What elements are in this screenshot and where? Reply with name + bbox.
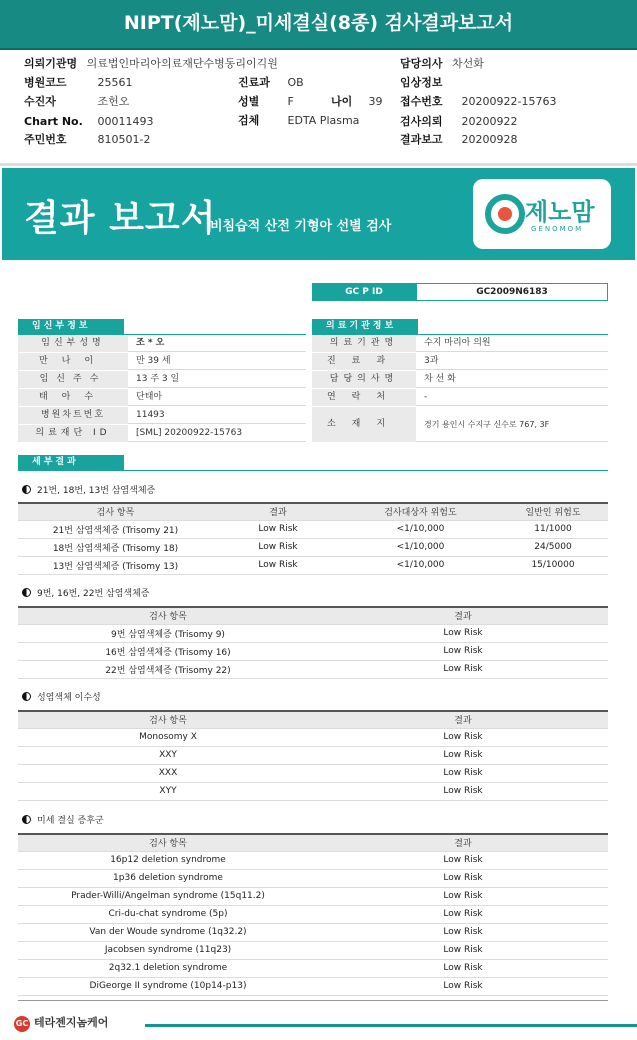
group3-heading bbox=[22, 690, 101, 703]
test-item: Monosomy X bbox=[18, 728, 318, 746]
table-row bbox=[18, 538, 608, 556]
banner-subtitle: 비침습적 산전 기형아 선별 검사 bbox=[210, 219, 392, 234]
pregnant-section-tag: 임신부정보 bbox=[18, 319, 124, 334]
institution-key: 연락처 bbox=[312, 389, 416, 406]
half-circle-icon bbox=[22, 588, 31, 597]
result: Low Risk bbox=[213, 520, 343, 538]
institution-row bbox=[312, 389, 608, 406]
meta-receipt bbox=[400, 93, 556, 111]
banner-separator bbox=[0, 163, 637, 166]
test-item: XXX bbox=[18, 764, 318, 782]
general-risk: 24/5000 bbox=[498, 538, 608, 556]
test-item: 16p12 deletion syndrome bbox=[18, 851, 318, 869]
institution-row bbox=[312, 371, 608, 388]
subject-risk: <1/10,000 bbox=[343, 556, 498, 574]
table-row bbox=[18, 887, 608, 905]
hospcode-label: 병원코드 bbox=[24, 76, 67, 89]
sex-label: 성별 bbox=[238, 95, 260, 108]
result: Low Risk bbox=[318, 977, 608, 995]
group4-table bbox=[18, 835, 608, 996]
idnum-label: 주민번호 bbox=[24, 133, 67, 146]
pregnant-key: 병원차트번호 bbox=[18, 407, 128, 424]
doctor-label: 담당의사 bbox=[400, 57, 443, 70]
pregnant-key: 임신부성명 bbox=[18, 335, 128, 352]
pregnant-row bbox=[18, 371, 306, 388]
result: Low Risk bbox=[318, 764, 608, 782]
specimen-label: 검체 bbox=[238, 114, 260, 127]
test-item: Jacobsen syndrome (11q23) bbox=[18, 941, 318, 959]
general-risk: 15/10000 bbox=[498, 556, 608, 574]
pregnant-value: [SML] 20200922-15763 bbox=[136, 428, 243, 438]
pregnant-value: 만 39 세 bbox=[136, 356, 171, 366]
col-header: 일반인 위험도 bbox=[498, 504, 608, 520]
col-header: 검사 항목 bbox=[18, 712, 318, 728]
group3-title: 성염색체 이수성 bbox=[37, 693, 101, 703]
result: Low Risk bbox=[318, 660, 608, 678]
half-circle-icon bbox=[22, 485, 31, 494]
meta-dept bbox=[238, 74, 304, 92]
logo-text: 제노맘 bbox=[525, 198, 595, 226]
group3-table bbox=[18, 712, 608, 801]
meta-clinical bbox=[400, 74, 443, 92]
meta-doctor bbox=[400, 55, 484, 73]
institution-key: 의료기관명 bbox=[312, 335, 416, 352]
receipt-label: 접수번호 bbox=[400, 95, 443, 108]
col-header: 결과 bbox=[318, 712, 608, 728]
result: Low Risk bbox=[318, 923, 608, 941]
detail-section-tag: 세부결과 bbox=[18, 455, 124, 470]
result: Low Risk bbox=[318, 728, 608, 746]
test-item: 1p36 deletion syndrome bbox=[18, 869, 318, 887]
req-value: 20200922 bbox=[461, 115, 518, 128]
result: Low Risk bbox=[318, 851, 608, 869]
result: Low Risk bbox=[318, 941, 608, 959]
table-row bbox=[18, 977, 608, 995]
table-header-row bbox=[18, 504, 608, 520]
test-item: DiGeorge II syndrome (10p14-p13) bbox=[18, 977, 318, 995]
half-circle-icon bbox=[22, 692, 31, 701]
col-header: 결과 bbox=[318, 608, 608, 624]
pregnant-key: 임신주수 bbox=[18, 371, 128, 388]
table-row bbox=[18, 624, 608, 642]
clinical-label: 임상정보 bbox=[400, 76, 443, 89]
specimen-value: EDTA Plasma bbox=[287, 114, 360, 127]
footer-company-logo bbox=[14, 1014, 108, 1032]
result: Low Risk bbox=[213, 538, 343, 556]
table-row bbox=[18, 941, 608, 959]
test-item: 18번 삼염색체증 (Trisomy 18) bbox=[18, 538, 213, 556]
dept-label: 진료과 bbox=[238, 76, 270, 89]
institution-value: - bbox=[424, 392, 428, 402]
table-row bbox=[18, 728, 608, 746]
recipient-label: 수진자 bbox=[24, 95, 56, 108]
age-value: 39 bbox=[368, 95, 383, 108]
chart-value: 00011493 bbox=[97, 115, 154, 128]
institution-key: 담당의사명 bbox=[312, 371, 416, 388]
hospcode-value: 25561 bbox=[97, 76, 133, 89]
institution-value: 차 선 화 bbox=[424, 374, 456, 384]
footer-company-name: 테라젠지놈케어 bbox=[34, 1016, 109, 1029]
idnum-value: 810501-2 bbox=[97, 133, 151, 146]
result: Low Risk bbox=[318, 905, 608, 923]
group4-heading bbox=[22, 813, 104, 826]
test-item: 21번 삼염색체증 (Trisomy 21) bbox=[18, 520, 213, 538]
report-label: 결과보고 bbox=[400, 133, 443, 146]
general-risk: 11/1000 bbox=[498, 520, 608, 538]
org-label: 의뢰기관명 bbox=[24, 57, 78, 70]
age-label: 나이 bbox=[331, 95, 353, 108]
institution-section-tag: 의료기관정보 bbox=[312, 319, 418, 334]
group2-table bbox=[18, 608, 608, 679]
pregnant-row bbox=[18, 335, 306, 352]
test-item: Prader-Willi/Angelman syndrome (15q11.2) bbox=[18, 887, 318, 905]
logo-subtext: GENOMOM bbox=[531, 225, 584, 233]
meta-chart bbox=[24, 113, 154, 131]
report-value: 20200928 bbox=[461, 133, 518, 146]
org-value: 의료법인마리아의료재단수병동리이긱원 bbox=[86, 57, 278, 70]
chart-label: Chart No. bbox=[24, 115, 83, 128]
pregnant-key: 태아수 bbox=[18, 389, 128, 406]
institution-value: 3과 bbox=[424, 356, 439, 366]
footer-line bbox=[145, 1024, 637, 1027]
pregnant-row bbox=[18, 389, 306, 406]
pregnant-value: 단태아 bbox=[136, 392, 163, 402]
recipient-value: 조헌오 bbox=[97, 95, 130, 108]
result: Low Risk bbox=[318, 782, 608, 800]
table-row bbox=[18, 764, 608, 782]
group2-heading bbox=[22, 586, 150, 599]
half-circle-icon bbox=[22, 815, 31, 824]
institution-key: 소재지 bbox=[312, 407, 416, 442]
title-underline bbox=[0, 48, 637, 50]
col-header: 검사대상자 위험도 bbox=[343, 504, 498, 520]
doctor-value: 차선화 bbox=[452, 57, 484, 70]
table-header-row bbox=[18, 835, 608, 851]
table-row bbox=[18, 851, 608, 869]
meta-req bbox=[400, 113, 518, 131]
receipt-value: 20200922-15763 bbox=[461, 95, 557, 108]
col-header: 검사 항목 bbox=[18, 504, 213, 520]
table-row bbox=[18, 746, 608, 764]
result: Low Risk bbox=[318, 887, 608, 905]
table-row bbox=[18, 959, 608, 977]
test-item: Cri-du-chat syndrome (5p) bbox=[18, 905, 318, 923]
result: Low Risk bbox=[318, 746, 608, 764]
group4-title: 미세 결실 증후군 bbox=[37, 816, 104, 826]
pregnant-value: 조 * 오 bbox=[136, 338, 165, 348]
col-header: 결과 bbox=[213, 504, 343, 520]
test-item: 22번 삼염색체증 (Trisomy 22) bbox=[18, 660, 318, 678]
pregnant-row bbox=[18, 353, 306, 370]
institution-value: 수지 마리아 의원 bbox=[424, 338, 491, 348]
table-header-row bbox=[18, 712, 608, 728]
meta-idnum bbox=[24, 131, 150, 149]
col-header: 검사 항목 bbox=[18, 835, 318, 851]
pregnant-value: 11493 bbox=[136, 410, 165, 420]
pregnant-row bbox=[18, 425, 306, 442]
institution-row bbox=[312, 335, 608, 352]
table-row bbox=[18, 556, 608, 574]
group2-title: 9번, 16번, 22번 삼염색체증 bbox=[37, 589, 150, 599]
result: Low Risk bbox=[318, 624, 608, 642]
institution-key: 진료과 bbox=[312, 353, 416, 370]
test-item: XYY bbox=[18, 782, 318, 800]
gcpid-label: GC P ID bbox=[312, 283, 416, 301]
group1-title: 21번, 18번, 13번 삼염색체증 bbox=[37, 486, 156, 496]
group1-heading bbox=[22, 483, 155, 496]
dept-value: OB bbox=[287, 76, 304, 89]
logo-dot-icon bbox=[498, 207, 512, 221]
test-item: Van der Woude syndrome (1q32.2) bbox=[18, 923, 318, 941]
test-item: 13번 삼염색체증 (Trisomy 13) bbox=[18, 556, 213, 574]
institution-row bbox=[312, 407, 608, 442]
table-row bbox=[18, 782, 608, 800]
req-label: 검사의뢰 bbox=[400, 115, 443, 128]
test-item: XXY bbox=[18, 746, 318, 764]
subject-risk: <1/10,000 bbox=[343, 538, 498, 556]
gcpid-value: GC2009N6183 bbox=[416, 283, 608, 301]
table-header-row bbox=[18, 608, 608, 624]
table-row bbox=[18, 520, 608, 538]
group1-table bbox=[18, 504, 608, 575]
table-row bbox=[18, 905, 608, 923]
institution-row bbox=[312, 353, 608, 370]
report-banner bbox=[2, 168, 635, 260]
detail-section-line bbox=[18, 470, 608, 471]
table-row bbox=[18, 923, 608, 941]
pregnant-key: 의료재단 ID bbox=[18, 425, 128, 442]
table-row bbox=[18, 660, 608, 678]
sex-value: F bbox=[287, 95, 294, 108]
result: Low Risk bbox=[318, 642, 608, 660]
banner-title: 결과 보고서 bbox=[24, 198, 217, 239]
result: Low Risk bbox=[318, 959, 608, 977]
meta-specimen bbox=[238, 112, 359, 130]
subject-risk: <1/10,000 bbox=[343, 520, 498, 538]
meta-report bbox=[400, 131, 518, 149]
meta-org bbox=[24, 55, 278, 73]
group4-bottom-rule bbox=[18, 1000, 608, 1001]
col-header: 결과 bbox=[318, 835, 608, 851]
col-header: 검사 항목 bbox=[18, 608, 318, 624]
test-item: 2q32.1 deletion syndrome bbox=[18, 959, 318, 977]
gc-logo-icon: GC bbox=[14, 1016, 30, 1032]
meta-sex bbox=[238, 93, 383, 111]
table-row bbox=[18, 869, 608, 887]
pregnant-value: 13 주 3 일 bbox=[136, 374, 180, 384]
test-item: 16번 삼염색체증 (Trisomy 16) bbox=[18, 642, 318, 660]
report-title: NIPT(제노맘)_미세결실(8종) 검사결과보고서 bbox=[0, 0, 637, 48]
test-item: 9번 삼염색체증 (Trisomy 9) bbox=[18, 624, 318, 642]
result: Low Risk bbox=[318, 869, 608, 887]
institution-value: 경기 용인시 수지구 신수로 767, 3F bbox=[424, 420, 550, 429]
result: Low Risk bbox=[213, 556, 343, 574]
pregnant-key: 만나이 bbox=[18, 353, 128, 370]
pregnant-row bbox=[18, 407, 306, 424]
genomom-logo bbox=[473, 179, 611, 249]
table-row bbox=[18, 642, 608, 660]
meta-recipient bbox=[24, 93, 129, 111]
meta-hospcode bbox=[24, 74, 133, 92]
